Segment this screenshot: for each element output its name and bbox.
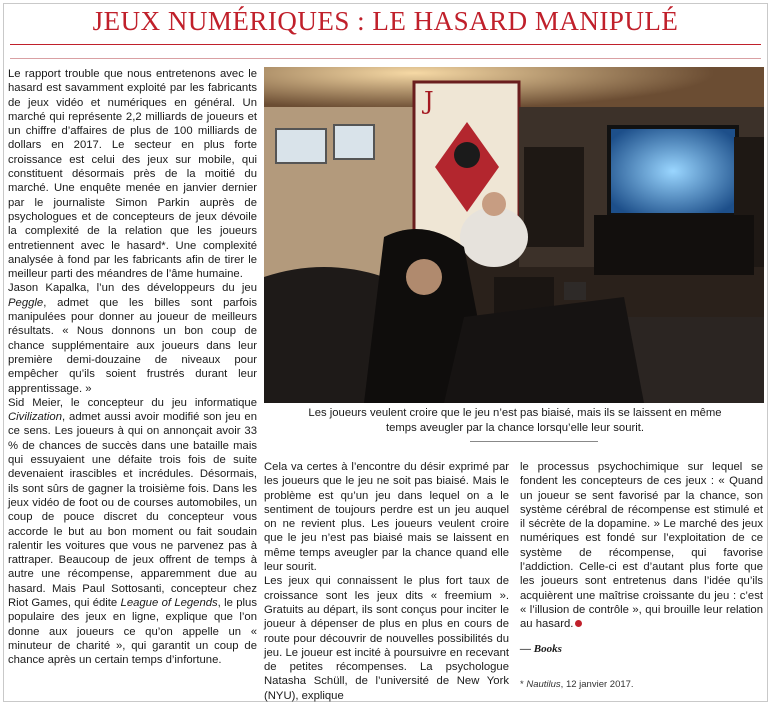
game-title: League of Legends xyxy=(120,596,218,609)
game-title: Peggle xyxy=(8,296,44,309)
footnote-source: Nautilus xyxy=(526,679,561,690)
paragraph-bias: Cela va certes à l’encontre du désir exprimé par les joueurs que le jeu ne soit pas biaisé. Mais le problème est qu’un jeu dans lequel on a le sentiment de toujours perdre est un jeu auquel on ne revient plus. Les joueurs veulent croire que le jeu n’est pas biaisé mais se laissent en même temps aveugler par la chance quand elle leur sourit. xyxy=(264,461,509,574)
paragraph-civilization: Sid Meier, le concepteur du jeu informatique Civilization, admet aussi avoir modifié son jeu en ce sens. Les joueurs à qui on annonçait avoir 33 % de chances de succès dans une bataille mais qui essuyaient une défaite trois fois de suite devenaient irascibles et incrédules. Désormais, ils sont sûrs de gagner la troisième fois. Dans les jeux vidéo de foot ou de courses automobiles, un coup de pouce discret du concepteur vous accorde le but au bon moment ou fait soudain ralentir les voitures que vous ne parvenez pas à rattraper. Beaucoup de jeux offrent de temps à autre une récompense, apparemment due au hasard. Mais Paul Sottosanti, concepteur chez Riot Games, qui édite League of Legends, le plus populaire des jeux en ligne, explique que l’on donne aux joueurs ce qu’on appelle un « minuteur de charité », qui garantit un coup de chance après un certain temps d’infortune. xyxy=(8,396,257,667)
headline-rule xyxy=(10,44,761,45)
end-mark-icon xyxy=(575,620,582,627)
signature: — Books xyxy=(520,643,562,655)
paragraph-dopamine: le processus psychochimique sur lequel se fondent les concepteurs de ces jeux : « Quand un joueur se sent favorisé par la chance, son système cérébral de récompense est stimulé et il sécrète de la dopamine. » Le marché des jeux numériques est fondé sur l’exploitation de ce système de récompense, qui favorise l’addiction. Celle-ci est d’autant plus forte que les joueurs sont entretenus dans l’idée qu’ils acquièrent une maîtrise croissante du jeu : c’est « l’illusion de contrôle », qui brouille leur relation au hasard. xyxy=(520,461,763,631)
footnote: * Nautilus, 12 janvier 2017. xyxy=(520,679,634,690)
paragraph-peggle: Jason Kapalka, l’un des développeurs du jeu Peggle, admet que les billes sont parfois manipulées pour donner au joueur de meilleurs résultats. « Nous donnons un bon coup de chance supplémentaire aux joueurs dans leur première demi-douzaine de niveaux pour empêcher qu’ils soient frustrés durant leur apprentissage. » xyxy=(8,282,257,395)
gamers-illustration xyxy=(264,67,764,403)
svg-text:J: J xyxy=(424,87,434,115)
paragraph-freemium: Les jeux qui connaissent le plus fort taux de croissance sont les jeux dits « freemium ». Gratuits au départ, ils sont conçus pour inciter le joueur à dépenser de plus en plus en cours de route pour découvrir de nouvelles possibilités du jeu. Le joueur est incité à poursuivre en recevant de petites récompenses. La psychologue Natasha Schüll, de l’université de New York (NYU), explique xyxy=(264,575,509,702)
gamers-photo xyxy=(264,67,764,403)
column-right xyxy=(520,460,763,632)
headline-rule-thin xyxy=(10,58,761,59)
paragraph-intro: Le rapport trouble que nous entretenons avec le hasard est savamment exploité par les fabricants de jeux vidéo et numériques en général. Un marché qui représente 2,2 milliards de joueurs et un chiffre d’affaires de plus de 100 milliards de dollars en 2017. Le secteur en plus forte croissance est celui des jeux sur mobile, qui constituent désormais près de la moitié du marché. Une enquête menée en janvier dernier par le journaliste Simon Parkin auprès de psychologues et de concepteurs de jeux dévoile la complexité de la relation que les joueurs entretiennent avec le hasard*. Une complexité analysée à fond par les fabricants afin de tirer le meilleur parti des méandres de l’âme humaine. xyxy=(8,68,257,281)
caption-divider xyxy=(470,441,598,442)
photo-caption: Les joueurs veulent croire que le jeu n’est pas biaisé, mais ils se laissent en même temps aveugler par la chance lorsqu’elle leur sourit. xyxy=(308,407,722,434)
column-left xyxy=(8,67,257,667)
headline: JEUX NUMÉRIQUES : LE HASARD MANIPULÉ xyxy=(92,6,679,36)
column-middle xyxy=(264,460,509,703)
game-title: Civilization xyxy=(8,411,62,424)
